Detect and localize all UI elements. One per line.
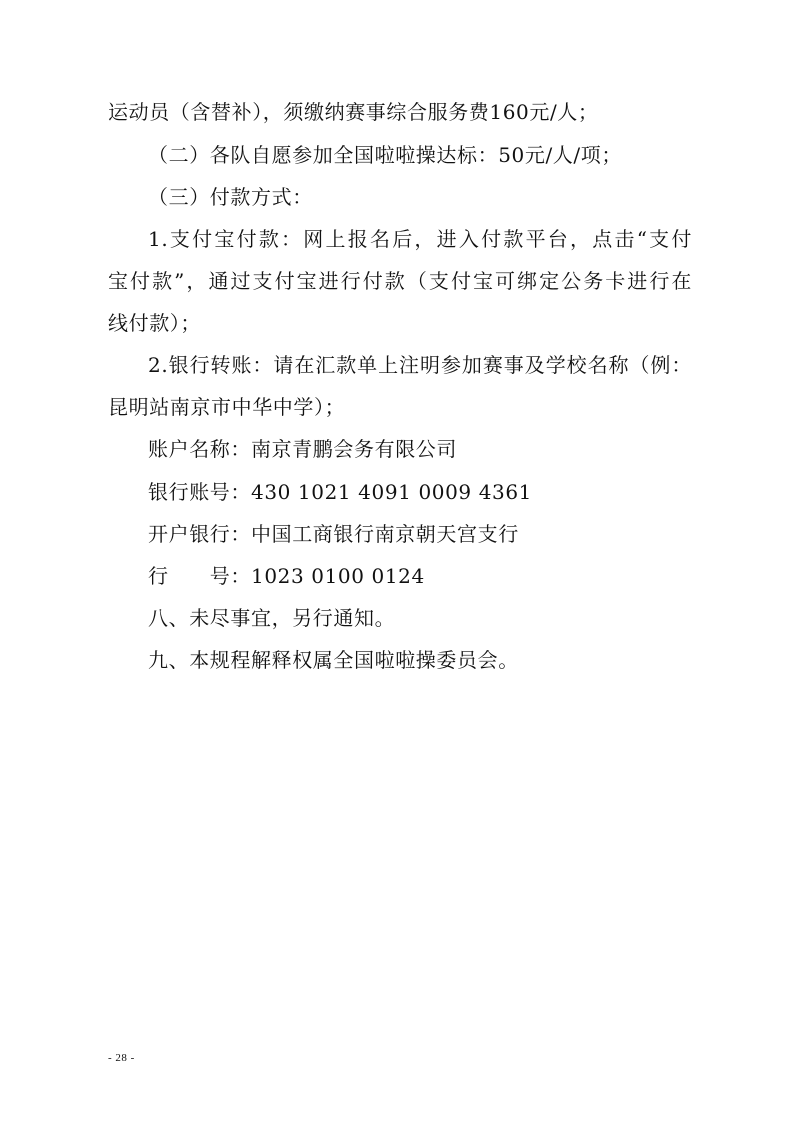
alipay-line-3: 线付款）； — [108, 311, 201, 335]
payment-method-heading: （三）付款方式： — [148, 185, 313, 209]
account-number-line: 银行账号：430 1021 4091 0009 4361 — [148, 480, 532, 504]
item-two-line: （二）各队自愿参加全国啦啦操达标：50元/人/项； — [148, 143, 622, 167]
row-number-value: 1023 0100 0124 — [251, 564, 425, 588]
page-number: - 28 - — [108, 1052, 135, 1064]
row-number-line — [148, 564, 425, 588]
alipay-line-2: 宝付款”，通过支付宝进行付款（支付宝可绑定公务卡进行在 — [108, 269, 692, 293]
fee-line: 运动员（含替补），须缴纳赛事综合服务费160元/人； — [108, 100, 599, 124]
closing-item-eight: 八、未尽事宜，另行通知。 — [148, 606, 396, 630]
bank-transfer-line-2: 昆明站南京市中华中学）； — [108, 395, 346, 419]
alipay-line-1: 1.支付宝付款：网上报名后，进入付款平台，点击“支付 — [148, 227, 692, 251]
row-number-label: 行 号： — [148, 564, 251, 588]
bank-branch-line: 开户银行：中国工商银行南京朝天宫支行 — [148, 522, 519, 546]
bank-transfer-line-1: 2.银行转账：请在汇款单上注明参加赛事及学校名称（例： — [148, 353, 692, 377]
account-name-line: 账户名称：南京青鹏会务有限公司 — [148, 437, 457, 461]
closing-item-nine: 九、本规程解释权属全国啦啦操委员会。 — [148, 648, 519, 672]
